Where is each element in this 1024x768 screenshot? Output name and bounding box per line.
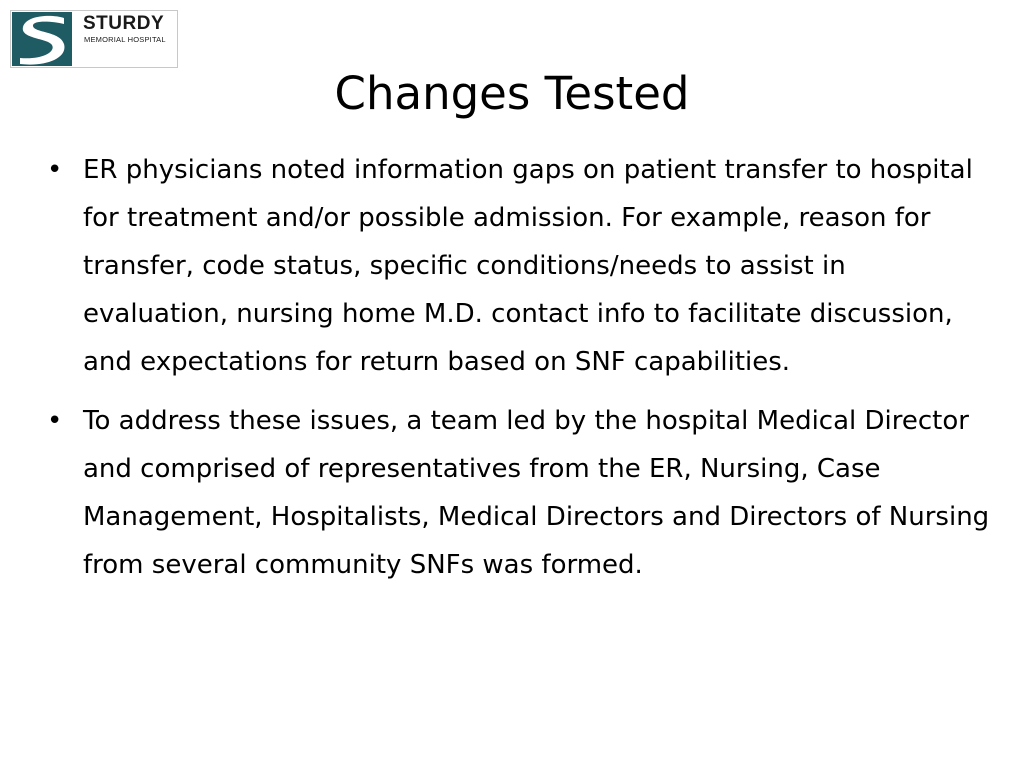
bullet-dot-icon: • [47, 406, 63, 436]
bullet-item [45, 397, 995, 589]
bullet-text: To address these issues, a team led by the hospital Medical Director and comprised of representatives from the ER, Nursing, Case Management, Hospitalists, Medical Directors and Directors of Nursing from several community SNFs was formed. [83, 406, 990, 580]
hospital-logo [10, 10, 178, 68]
bullet-dot-icon: • [47, 155, 63, 185]
bullet-text: ER physicians noted information gaps on patient transfer to hospital for treatment and/or possible admission. For example, reason for transfer, code status, specific conditions/needs to assist in evaluation, nursing home M.D. contact info to facilitate discussion, and expectations for return based on SNF capabilities. [83, 155, 973, 377]
bullet-item [45, 146, 995, 386]
slide-title: Changes Tested [334, 67, 690, 120]
logo-name: STURDY [83, 13, 165, 34]
logo-subtitle: MEMORIAL HOSPITAL [84, 35, 166, 44]
s-logo-icon [12, 12, 72, 66]
bullet-list [45, 146, 995, 600]
